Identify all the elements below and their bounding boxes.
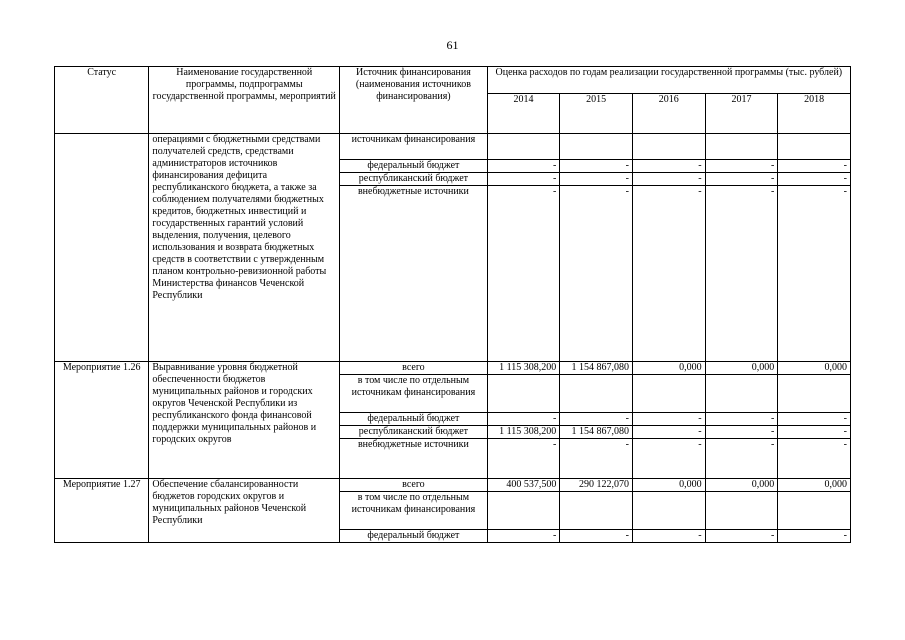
value-cell: 0,000: [632, 362, 705, 375]
value-cell: -: [705, 160, 778, 173]
value-cell: -: [560, 173, 633, 186]
table-row: [55, 362, 851, 375]
value-cell: -: [778, 439, 851, 479]
value-cell: 1 154 867,080: [560, 426, 633, 439]
value-cell: -: [560, 160, 633, 173]
value-cell: -: [487, 530, 560, 543]
budget-table: [54, 66, 851, 543]
value-cell: [778, 375, 851, 413]
source-cell: республиканский бюджет: [340, 426, 487, 439]
value-cell: 1 115 308,200: [487, 426, 560, 439]
value-cell: [560, 492, 633, 530]
value-cell: [705, 492, 778, 530]
value-cell: [705, 134, 778, 160]
value-cell: -: [632, 186, 705, 362]
value-cell: -: [560, 439, 633, 479]
value-cell: -: [705, 439, 778, 479]
header-estimate: Оценка расходов по годам реализации государственной программы (тыс. рублей): [487, 67, 850, 94]
value-cell: [632, 375, 705, 413]
source-cell: федеральный бюджет: [340, 160, 487, 173]
header-name: Наименование государственной программы, подпрограммы государственной программы, мероприятий: [149, 67, 340, 134]
value-cell: -: [560, 186, 633, 362]
value-cell: [632, 134, 705, 160]
value-cell: -: [632, 413, 705, 426]
header-status: Статус: [55, 67, 149, 134]
source-cell: всего: [340, 479, 487, 492]
value-cell: -: [632, 160, 705, 173]
value-cell: -: [705, 426, 778, 439]
value-cell: 290 122,070: [560, 479, 633, 492]
value-cell: -: [778, 186, 851, 362]
value-cell: -: [778, 530, 851, 543]
source-cell: в том числе по отдельным источникам финансирования: [340, 375, 487, 413]
value-cell: 400 537,500: [487, 479, 560, 492]
measure-name: Обеспечение сбалансированности бюджетов городских округов и муниципальных районов Чеченской Республики: [149, 479, 340, 543]
value-cell: [487, 375, 560, 413]
value-cell: 0,000: [705, 362, 778, 375]
header-year: 2014: [487, 94, 560, 134]
source-cell: федеральный бюджет: [340, 530, 487, 543]
value-cell: -: [487, 413, 560, 426]
value-cell: 0,000: [632, 479, 705, 492]
measure-name: операциями с бюджетными средствами получателей средств, средствами администраторов источников финансирования дефицита республиканского бюджета, а также за соблюдением получателями бюджетных кредитов, бюджетных инвестиций и государственных гарантий условий выделения, получения, целевого использования и возврата бюджетных средств в соответствии с утвержденным планом контрольно-ревизионной работы Министерства финансов Чеченской Республики: [149, 134, 340, 362]
value-cell: -: [560, 413, 633, 426]
status-cell: Мероприятие 1.26: [55, 362, 149, 479]
source-cell: источникам финансирования: [340, 134, 487, 160]
value-cell: 1 115 308,200: [487, 362, 560, 375]
value-cell: [560, 375, 633, 413]
header-year: 2015: [560, 94, 633, 134]
source-cell: всего: [340, 362, 487, 375]
value-cell: [487, 492, 560, 530]
value-cell: -: [487, 186, 560, 362]
status-cell: [55, 134, 149, 362]
value-cell: [778, 492, 851, 530]
value-cell: -: [632, 530, 705, 543]
value-cell: -: [705, 173, 778, 186]
value-cell: [778, 134, 851, 160]
value-cell: -: [778, 173, 851, 186]
value-cell: -: [632, 426, 705, 439]
table-row: [55, 134, 851, 160]
measure-name: Выравнивание уровня бюджетной обеспеченности бюджетов муниципальных районов и городских округов Чеченской Республики из республиканского фонда финансовой поддержки муниципальных районов и городских округов: [149, 362, 340, 479]
source-cell: республиканский бюджет: [340, 173, 487, 186]
table-row: [55, 479, 851, 492]
value-cell: -: [632, 439, 705, 479]
header-year: 2016: [632, 94, 705, 134]
value-cell: -: [778, 160, 851, 173]
source-cell: внебюджетные источники: [340, 186, 487, 362]
value-cell: [632, 492, 705, 530]
value-cell: -: [705, 186, 778, 362]
value-cell: -: [487, 173, 560, 186]
value-cell: -: [632, 173, 705, 186]
value-cell: [705, 375, 778, 413]
header-source: Источник финансирования (наименования источников финансирования): [340, 67, 487, 134]
value-cell: -: [778, 426, 851, 439]
value-cell: -: [560, 530, 633, 543]
value-cell: -: [487, 439, 560, 479]
source-cell: в том числе по отдельным источникам финансирования: [340, 492, 487, 530]
header-year: 2018: [778, 94, 851, 134]
value-cell: -: [705, 530, 778, 543]
value-cell: 1 154 867,080: [560, 362, 633, 375]
value-cell: [487, 134, 560, 160]
page-number: 61: [446, 38, 459, 52]
status-cell: Мероприятие 1.27: [55, 479, 149, 543]
source-cell: федеральный бюджет: [340, 413, 487, 426]
value-cell: -: [487, 160, 560, 173]
value-cell: -: [705, 413, 778, 426]
source-cell: внебюджетные источники: [340, 439, 487, 479]
value-cell: 0,000: [705, 479, 778, 492]
value-cell: 0,000: [778, 362, 851, 375]
value-cell: 0,000: [778, 479, 851, 492]
value-cell: -: [778, 413, 851, 426]
value-cell: [560, 134, 633, 160]
header-year: 2017: [705, 94, 778, 134]
